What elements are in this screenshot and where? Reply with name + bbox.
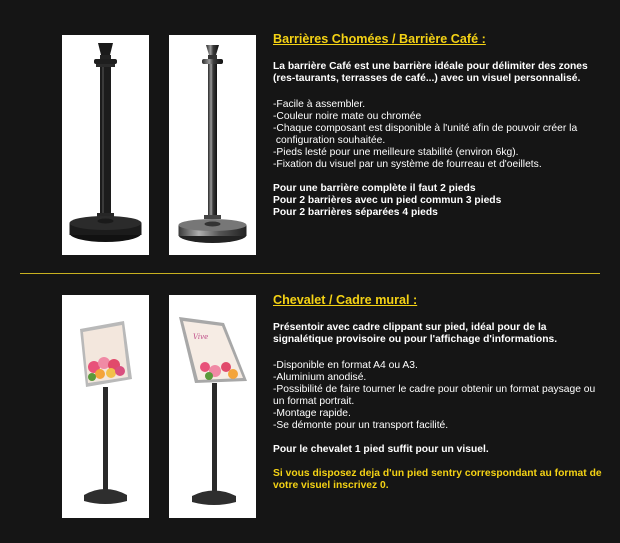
list-item: configuration souhaitée. <box>273 135 386 146</box>
list-item: -Facile à assembler. <box>273 99 366 110</box>
list-item: -Couleur noire mate ou chromée <box>273 111 422 122</box>
easel-angle-image <box>169 295 256 518</box>
easel-requirement: Pour le chevalet 1 pied suffit pour un visuel. <box>273 444 489 455</box>
easel-intro: Présentoir avec cadre clippant sur pied, idéal pour de la signalétique provisoire ou pour l'affichage d'informations. <box>273 322 558 345</box>
barrier-description <box>273 31 603 219</box>
easel-front-image <box>62 295 149 518</box>
barrier-feature-list <box>273 99 603 171</box>
easel-description <box>273 292 603 492</box>
easel-feature-list <box>273 360 603 432</box>
list-item: -Se démonte pour un transport facilité. <box>273 420 449 431</box>
easel-note: Si vous disposez deja d'un pied sentry correspondant au format de votre visuel inscrivez 0. <box>273 468 602 491</box>
black-post-illustration <box>62 35 149 255</box>
chrome-post-illustration <box>169 35 256 255</box>
list-item: -Pieds lesté pour une meilleure stabilité (environ 6kg). <box>273 147 519 158</box>
easel-angle-illustration <box>169 295 256 518</box>
list-item: -Disponible en format A4 ou A3. <box>273 360 418 371</box>
list-item: -Chaque composant est disponible à l'unité afin de pouvoir créer la <box>273 123 578 134</box>
easel-front-illustration <box>62 295 149 518</box>
section-divider <box>20 273 600 274</box>
list-item: -Fixation du visuel par un système de fourreau et d'oeillets. <box>273 159 542 170</box>
chrome-post-image <box>169 35 256 255</box>
barrier-heading: Barrières Chomées / Barrière Café : <box>273 32 486 46</box>
easel-section <box>0 278 620 543</box>
barrier-section <box>0 0 620 270</box>
barrier-requirement: Pour 2 barrières avec un pied commun 3 pieds <box>273 195 502 206</box>
svg-text:Vive: Vive <box>193 333 209 341</box>
barrier-requirement: Pour une barrière complète il faut 2 pieds <box>273 183 476 194</box>
list-item: -Aluminium anodisé. <box>273 372 367 383</box>
barrier-intro: La barrière Café est une barrière idéale pour délimiter des zones (res-taurants, terrasses de café...) avec un visuel personnalisé. <box>273 61 588 84</box>
easel-heading: Chevalet / Cadre mural : <box>273 293 418 307</box>
list-item: -Possibilité de faire tourner le cadre pour obtenir un format paysage ou un format portrait. <box>273 384 596 407</box>
list-item: -Montage rapide. <box>273 408 351 419</box>
barrier-requirement: Pour 2 barrières séparées 4 pieds <box>273 207 438 218</box>
black-post-image <box>62 35 149 255</box>
